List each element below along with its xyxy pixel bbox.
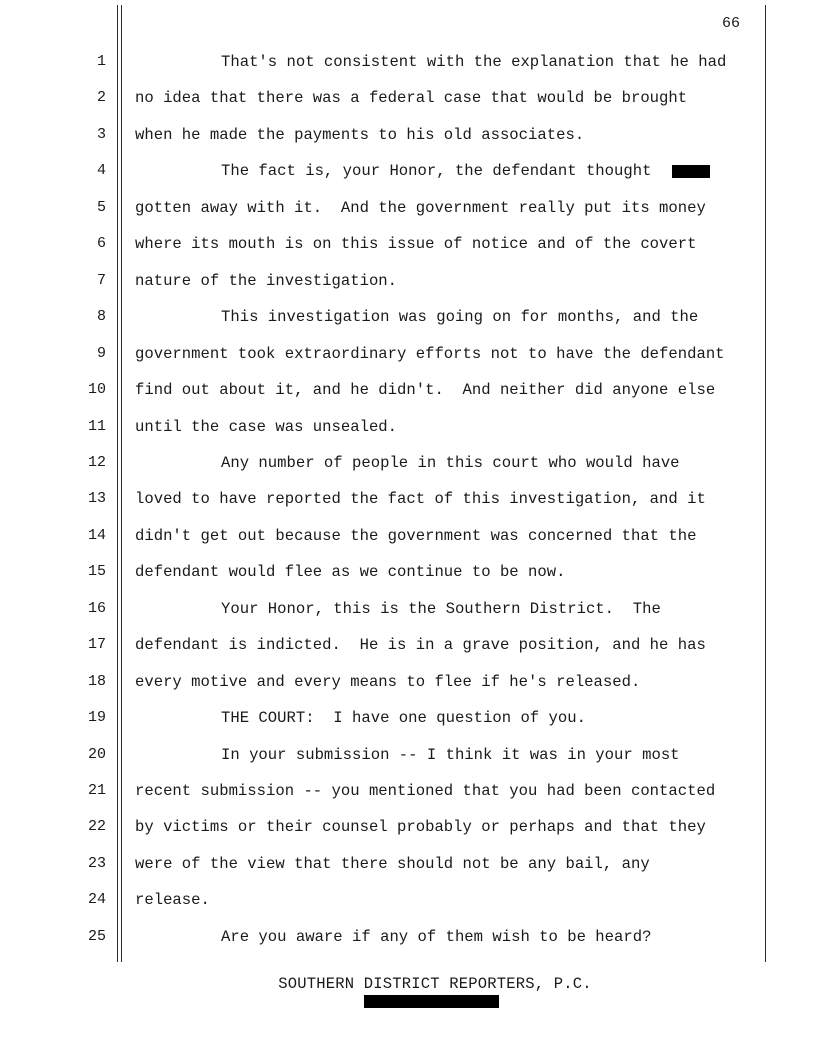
line-number: 5 xyxy=(96,198,106,216)
line-number: 7 xyxy=(96,271,106,289)
line-text: when he made the payments to his old associates. xyxy=(135,125,585,144)
line-number: 2 xyxy=(96,89,106,107)
line-text: recent submission -- you mentioned that you had been contacted xyxy=(135,782,716,800)
line-text: release. xyxy=(135,891,210,910)
transcript-line xyxy=(0,781,816,801)
line-text: didn't get out because the government was concerned that the xyxy=(135,526,697,545)
line-number: 13 xyxy=(87,490,106,508)
redaction-bar xyxy=(672,165,710,178)
line-number: 6 xyxy=(96,235,106,253)
transcript-line xyxy=(0,854,816,874)
line-number: 15 xyxy=(87,563,106,581)
transcript-line xyxy=(0,88,816,108)
line-text: government took extraordinary efforts not to have the defendant xyxy=(135,344,725,363)
line-text: defendant is indicted. He is in a grave position, and he has xyxy=(135,636,706,655)
line-number: 24 xyxy=(87,891,106,909)
line-number: 22 xyxy=(87,818,106,836)
line-number: 11 xyxy=(87,417,106,435)
transcript-line xyxy=(0,635,816,655)
line-number: 19 xyxy=(87,709,106,727)
footer-redaction-bar xyxy=(364,995,499,1008)
transcript-line xyxy=(0,125,816,145)
transcript-line xyxy=(0,307,816,327)
line-text: every motive and every means to flee if he's released. xyxy=(135,672,641,691)
line-number: 3 xyxy=(96,125,106,143)
line-number: 21 xyxy=(87,782,106,799)
transcript-line xyxy=(0,672,816,692)
line-text: This investigation was going on for months, and the xyxy=(221,308,699,327)
line-text: until the case was unsealed. xyxy=(135,417,398,436)
transcript-line xyxy=(0,344,816,364)
transcript-line xyxy=(0,890,816,910)
transcript-line xyxy=(0,271,816,291)
transcript-line xyxy=(0,708,816,728)
line-number: 14 xyxy=(87,526,106,544)
line-text: Are you aware if any of them wish to be heard? xyxy=(221,927,652,946)
transcript-line xyxy=(0,453,816,473)
transcript-line xyxy=(0,234,816,254)
line-number: 16 xyxy=(87,599,106,617)
line-number: 18 xyxy=(87,672,106,690)
transcript-line xyxy=(0,562,816,582)
line-text: nature of the investigation. xyxy=(135,271,398,290)
reporter-footer: SOUTHERN DISTRICT REPORTERS, P.C. xyxy=(278,975,592,993)
line-number: 10 xyxy=(87,381,106,399)
line-number: 1 xyxy=(96,53,106,70)
transcript-line xyxy=(0,489,816,509)
line-number: 25 xyxy=(87,927,106,945)
transcript-line xyxy=(0,817,816,837)
line-number: 12 xyxy=(87,453,106,471)
line-number: 17 xyxy=(87,636,106,654)
line-text: by victims or their counsel probably or perhaps and that they xyxy=(135,818,706,837)
line-text: no idea that there was a federal case that would be brought xyxy=(135,89,688,108)
line-text: That's not consistent with the explanation that he had xyxy=(221,53,727,71)
line-number: 20 xyxy=(87,745,106,763)
line-number: 9 xyxy=(96,344,106,362)
line-text: In your submission -- I think it was in your most xyxy=(221,745,680,764)
line-text: loved to have reported the fact of this investigation, and it xyxy=(135,490,706,509)
transcript-line xyxy=(0,526,816,546)
transcript-line xyxy=(0,198,816,218)
line-text: gotten away with it. And the government really put its money xyxy=(135,198,706,217)
line-number: 23 xyxy=(87,854,106,872)
line-text: Your Honor, this is the Southern District. The xyxy=(221,599,661,618)
line-text: Any number of people in this court who would have xyxy=(221,453,680,472)
line-text: The fact is, your Honor, the defendant thought xyxy=(221,162,652,181)
line-text: THE COURT: I have one question of you. xyxy=(221,709,586,728)
transcript-line xyxy=(0,52,816,72)
line-number: 4 xyxy=(96,162,106,180)
transcript-line xyxy=(0,599,816,619)
transcript-line xyxy=(0,417,816,437)
line-text: defendant would flee as we continue to be now. xyxy=(135,563,566,582)
line-text: were of the view that there should not be any bail, any xyxy=(135,854,650,873)
line-text: find out about it, and he didn't. And neither did anyone else xyxy=(135,381,716,400)
transcript-line xyxy=(0,927,816,947)
line-text: where its mouth is on this issue of notice and of the covert xyxy=(135,235,697,254)
transcript-line xyxy=(0,380,816,400)
transcript-line xyxy=(0,745,816,765)
page-number: 66 xyxy=(721,15,740,32)
line-number: 8 xyxy=(96,308,106,326)
